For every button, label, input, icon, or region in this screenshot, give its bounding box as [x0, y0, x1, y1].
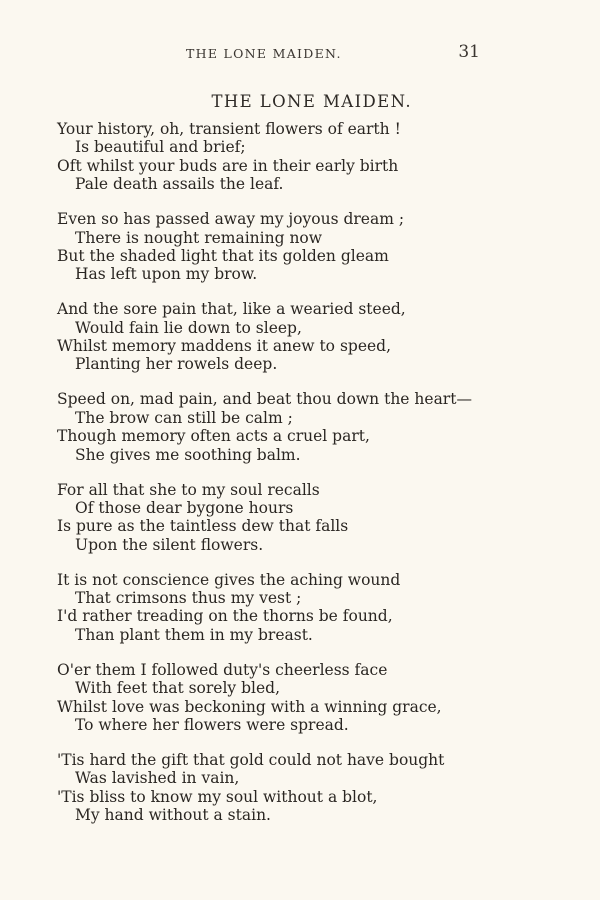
stanza	[57, 481, 557, 555]
poem-line: Whilst love was beckoning with a winning grace,	[57, 697, 442, 716]
poem-line: Would fain lie down to sleep,	[75, 318, 302, 337]
poem-line: Upon the silent flowers.	[75, 535, 264, 554]
poem-line: Has left upon my brow.	[75, 265, 258, 284]
poem-line: To where her flowers were spread.	[75, 715, 349, 734]
poem-line: The brow can still be calm ;	[75, 408, 293, 427]
poem-line: O'er them I followed duty's cheerless face	[57, 660, 388, 679]
poem-line: 'Tis hard the gift that gold could not have bought	[57, 750, 445, 769]
poem-body	[57, 120, 557, 841]
poem-line: She gives me soothing balm.	[75, 445, 301, 464]
poem-line: And the sore pain that, like a wearied steed,	[57, 300, 406, 319]
poem-line: Your history, oh, transient flowers of earth !	[57, 120, 401, 138]
poem-line: There is nought remaining now	[75, 228, 323, 247]
stanza	[57, 390, 557, 464]
poem-line: Is beautiful and brief;	[75, 138, 246, 157]
poem-line: Oft whilst your buds are in their early birth	[57, 156, 399, 175]
poem-line: Planting her rowels deep.	[75, 355, 278, 374]
poem-line: Was lavished in vain,	[75, 769, 240, 788]
poem-line: Speed on, mad pain, and beat thou down the heart—	[57, 390, 472, 409]
stanza	[57, 210, 557, 284]
stanza	[57, 571, 557, 645]
stanza	[57, 661, 557, 735]
poem-line: Is pure as the taintless dew that falls	[57, 517, 349, 536]
stanza	[57, 300, 557, 374]
poem-line: That crimsons thus my vest ;	[75, 589, 302, 608]
poem-line: For all that she to my soul recalls	[57, 480, 320, 499]
poem-line: Pale death assails the leaf.	[75, 175, 284, 194]
poem-line: Whilst memory maddens it anew to speed,	[57, 337, 392, 356]
running-head: THE LONE MAIDEN.	[186, 46, 342, 61]
poem-line: Of those dear bygone hours	[75, 498, 294, 517]
poem-title: THE LONE MAIDEN.	[211, 92, 412, 111]
poem-line: It is not conscience gives the aching wound	[57, 570, 401, 589]
page-number: 31	[458, 42, 480, 62]
stanza	[57, 120, 557, 194]
poem-line: Even so has passed away my joyous dream ;	[57, 210, 405, 229]
poem-line: My hand without a stain.	[75, 806, 271, 825]
poem-line: But the shaded light that its golden gleam	[57, 246, 389, 265]
poem-line: 'Tis bliss to know my soul without a blot,	[57, 787, 378, 806]
poem-line: With feet that sorely bled,	[75, 679, 281, 698]
poem-line: Than plant them in my breast.	[75, 625, 313, 644]
stanza	[57, 751, 557, 825]
poem-line: Though memory often acts a cruel part,	[57, 427, 370, 446]
poem-line: I'd rather treading on the thorns be found,	[57, 607, 393, 626]
